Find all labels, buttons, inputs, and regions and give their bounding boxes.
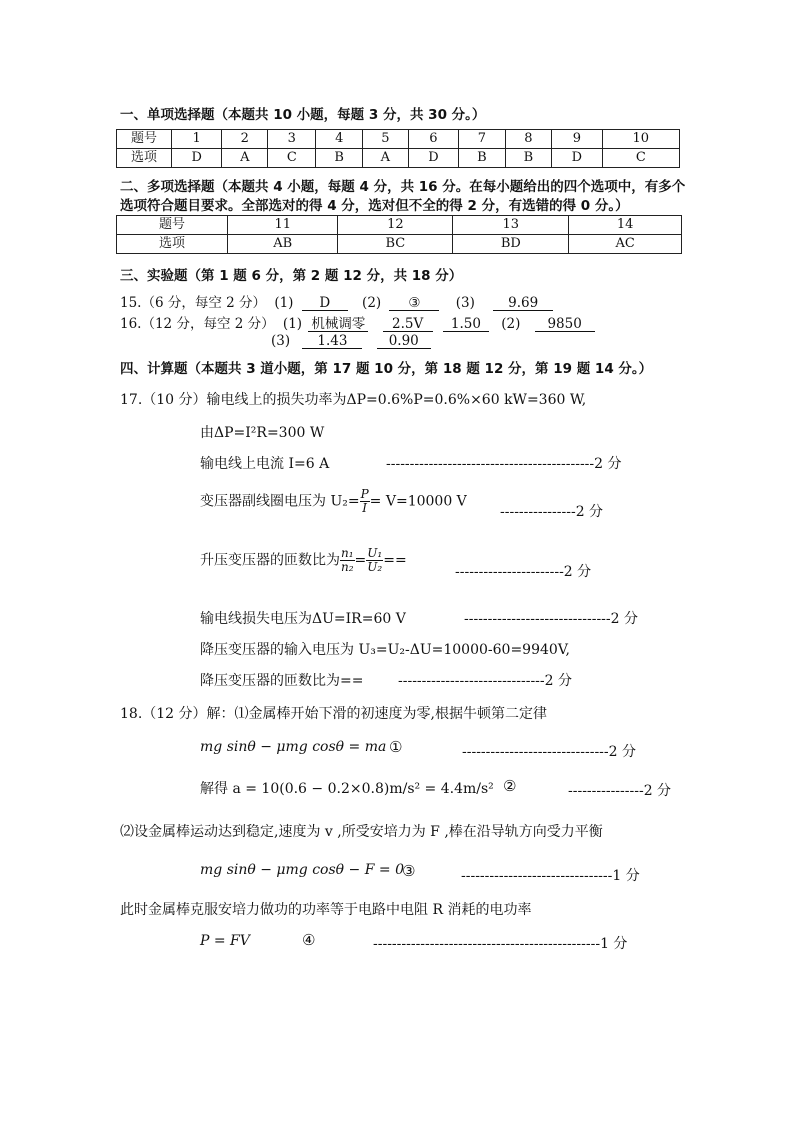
q15-line [120, 291, 553, 311]
q16-answer-6: 0.90 [377, 334, 431, 349]
q17-line5-pre: 升压变压器的匝数比为 [200, 552, 340, 569]
table-cell: 9 [552, 130, 602, 149]
q17-line8: 降压变压器的匝数比为== [200, 673, 364, 689]
q18-line3: ⑵设金属棒运动达到稳定,速度为 v ,所受安培力为 F ,棒在沿导轨方向受力平衡 [120, 824, 603, 840]
q17-line4-post: = V=10000 V [369, 493, 467, 510]
table-cell: 14 [569, 216, 682, 235]
q17-line4-pre: 变压器副线圈电压为 U₂= [200, 493, 360, 510]
table-cell: D [552, 149, 602, 168]
table-cell: A [362, 149, 408, 168]
q16-line2 [271, 333, 431, 349]
table-cell: 5 [362, 130, 408, 149]
q17-score5: -----------------------2 分 [455, 564, 592, 580]
section3-title: 三、实验题（第 1 题 6 分，第 2 题 12 分，共 18 分） [120, 268, 463, 284]
q16-mark-1: (1) [282, 316, 303, 332]
row-header: 选项 [117, 235, 228, 254]
q15-answer-2: ③ [389, 296, 439, 311]
q16-prefix: 16.（12 分，每空 2 分） [120, 316, 275, 332]
q15-answer-3: 9.69 [493, 296, 553, 311]
q17-line6: 输电线损失电压为ΔU=IR=60 V [200, 611, 406, 627]
fraction-p-over-i [360, 488, 370, 515]
q17-line7: 降压变压器的输入电压为 U₃=U₂-ΔU=10000-60=9940V, [200, 642, 570, 658]
table-cell: 6 [408, 130, 458, 149]
q16-line [120, 312, 595, 332]
q15-mark-1: (1) [274, 295, 294, 311]
fraction-u1-u2 [366, 547, 383, 574]
table-cell: BC [338, 235, 453, 254]
table-cell: 4 [316, 130, 363, 149]
table-cell: C [268, 149, 316, 168]
q16-mark-2: (2) [501, 316, 521, 332]
equation-mark-2: ② [503, 777, 517, 795]
frac-numerator: n₁ [341, 546, 354, 560]
q17-score6: -------------------------------2 分 [464, 611, 639, 627]
q16-answer-1: 机械调零 [308, 317, 368, 332]
table-row [117, 130, 680, 149]
q17-line4 [200, 488, 467, 515]
q17-score8: -------------------------------2 分 [398, 673, 573, 689]
table-cell: D [408, 149, 458, 168]
q17-score4: ----------------2 分 [500, 504, 604, 520]
q16-answer-2: 2.5V [383, 317, 433, 332]
table-row [117, 216, 682, 235]
q17-line3: 输电线上电流 I=6 A [200, 456, 330, 472]
q15-prefix: 15.（6 分，每空 2 分） [120, 295, 267, 311]
equation-mark-4: ④ [302, 931, 316, 949]
table-cell: 3 [268, 130, 316, 149]
table-cell: AB [228, 235, 338, 254]
table-cell: B [459, 149, 506, 168]
table-cell: C [602, 149, 679, 168]
q17-score3: --------------------------------------------2 分 [386, 456, 622, 472]
fraction-n1-n2 [340, 547, 355, 574]
table-cell: 13 [453, 216, 569, 235]
table-cell: B [505, 149, 552, 168]
row-header: 选项 [117, 149, 172, 168]
section2-title-line1: 二、多项选择题（本题共 4 小题，每题 4 分，共 16 分。在每小题给出的四个选项中，有多个 [120, 179, 686, 195]
row-header: 题号 [117, 130, 172, 149]
equation-mark-1: ① [389, 738, 403, 756]
table-cell: 1 [172, 130, 222, 149]
table-row [117, 149, 680, 168]
q17-line5-post: == [383, 552, 407, 569]
table-cell: AC [569, 235, 682, 254]
q18-score2: ----------------2 分 [568, 783, 672, 799]
row-header: 题号 [117, 216, 228, 235]
q18-score1: -------------------------------2 分 [462, 744, 637, 760]
q16-answer-4: 9850 [535, 317, 595, 332]
q16-answer-3: 1.50 [443, 317, 489, 332]
frac-denominator: n₂ [341, 560, 354, 574]
table-cell: D [172, 149, 222, 168]
table-cell: 12 [338, 216, 453, 235]
section4-title: 四、计算题（本题共 3 道小题，第 17 题 10 分，第 18 题 12 分，第 19 题 14 分。） [120, 361, 653, 377]
q15-mark-2: (2) [362, 295, 382, 311]
table-cell: 10 [602, 130, 679, 149]
frac-denominator: U₂ [367, 560, 383, 574]
q16-mark-3: (3) [271, 333, 291, 349]
single-choice-table [116, 129, 680, 168]
q18-line1: 18.（12 分）解：⑴金属棒开始下滑的初速度为零,根据牛顿第二定律 [120, 706, 547, 722]
table-cell: 8 [505, 130, 552, 149]
table-cell: A [222, 149, 268, 168]
frac-numerator: P [360, 487, 369, 501]
q18-line4: 此时金属棒克服安培力做功的功率等于电路中电阻 R 消耗的电功率 [120, 902, 532, 918]
table-row [117, 235, 682, 254]
equation-mark-3: ③ [402, 862, 416, 880]
multi-choice-table [116, 215, 682, 254]
q15-mark-3: (3) [455, 295, 475, 311]
q17-line5: 升压变压器的匝数比为 $\frac{\text{n₁}}{\text{n₂}}$ = $\frac{\text{U₁}}{\text{U₂}}$ == [200, 546, 407, 574]
q18-equation-3: mg sinθ − μmg cosθ − F = 0 [200, 862, 404, 878]
q18-score4: ------------------------------------------------1 分 [373, 936, 628, 952]
table-cell: 7 [459, 130, 506, 149]
q18-equation-4: P = FV [200, 933, 250, 949]
frac-numerator: U₁ [367, 546, 383, 560]
table-cell: 2 [222, 130, 268, 149]
q18-equation-2: 解得 a = 10(0.6 − 0.2×0.8)m/s² = 4.4m/s² [200, 781, 494, 797]
section1-title: 一、单项选择题（本题共 10 小题，每题 3 分，共 30 分。） [120, 107, 486, 123]
q16-answer-5: 1.43 [302, 334, 362, 349]
q17-line1: 17.（10 分）输电线上的损失功率为ΔP=0.6%P=0.6%×60 kW=360 W, [120, 392, 587, 408]
section2-title-line2: 选项符合题目要求。全部选对的得 4 分，选对但不全的得 2 分，有选错的得 0 分。） [120, 198, 629, 214]
frac-denominator: I [362, 501, 367, 515]
table-cell: B [316, 149, 363, 168]
q18-equation-1: mg sinθ − μmg cosθ = ma [200, 739, 387, 755]
q15-answer-1: D [302, 296, 348, 311]
table-cell: 11 [228, 216, 338, 235]
table-cell: BD [453, 235, 569, 254]
q17-line2: 由ΔP=I²R=300 W [200, 425, 325, 441]
q18-score3: --------------------------------1 分 [461, 868, 640, 884]
